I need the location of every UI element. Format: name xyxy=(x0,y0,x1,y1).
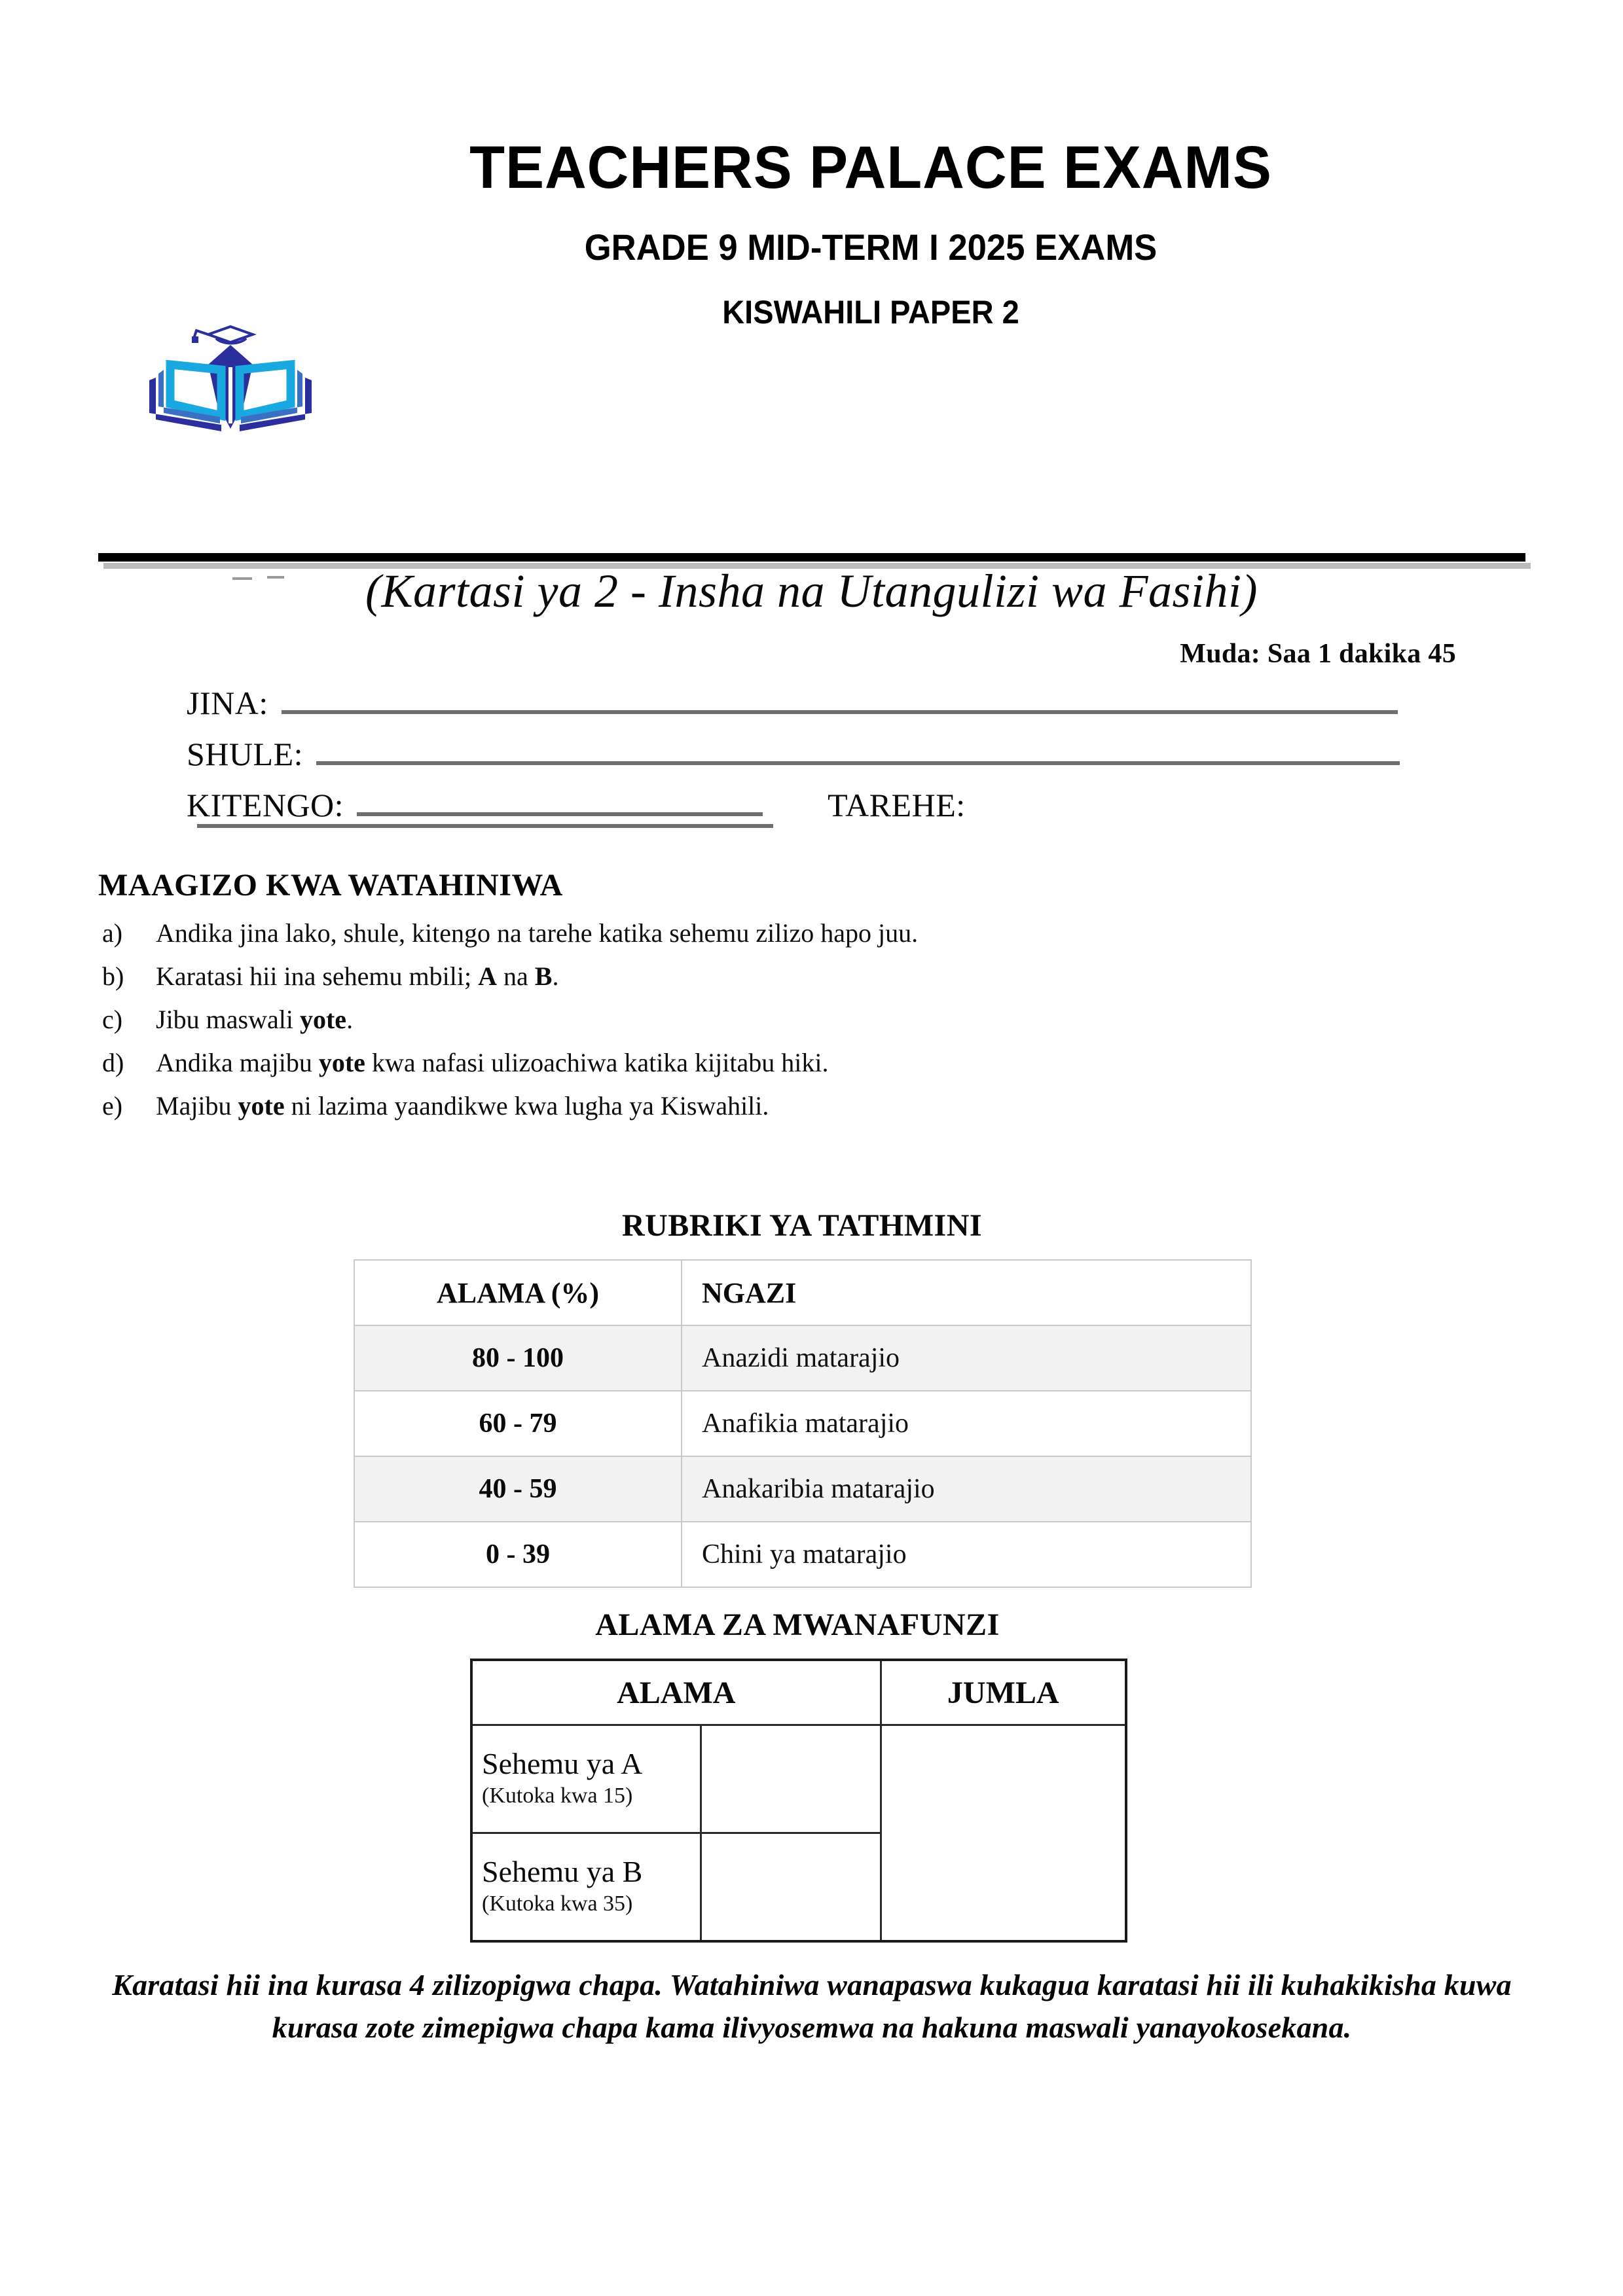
marks-header-jumla: JUMLA xyxy=(881,1660,1126,1725)
instruction-marker: a) xyxy=(102,918,123,948)
instruction-emphasis: yote xyxy=(238,1091,285,1121)
instruction-item xyxy=(98,920,1473,946)
rubric-header-marks: ALAMA (%) xyxy=(354,1260,682,1325)
paper-title-heading: KISWAHILI PAPER 2 xyxy=(722,294,1019,331)
instruction-emphasis: B xyxy=(534,961,553,991)
rubric-level-cell: Chini ya matarajio xyxy=(682,1522,1251,1587)
marks-total-cell[interactable] xyxy=(881,1725,1126,1942)
section-out-of: (Kutoka kwa 15) xyxy=(482,1784,633,1808)
instruction-text-mid: na xyxy=(497,961,535,991)
instruction-emphasis: yote xyxy=(299,1005,347,1034)
table-row xyxy=(354,1522,1251,1587)
marks-section-label-b xyxy=(471,1833,701,1942)
instruction-marker: e) xyxy=(102,1091,123,1121)
instruction-emphasis: yote xyxy=(318,1048,365,1077)
footer-verification-note: Karatasi hii ina kurasa 4 zilizopigwa chapa. Watahiniwa wanapaswa kukagua karatasi hii ili kuhakikisha kuwa kurasa zote zimepigwa chapa kama ilivyosemwa na hakuna maswali yanayokosekana. xyxy=(112,1968,1512,2045)
marks-header-alama: ALAMA xyxy=(471,1660,881,1725)
tarehe-label: TAREHE: xyxy=(828,787,966,823)
field-row-shule xyxy=(187,735,1529,786)
student-marks-table xyxy=(470,1659,1127,1943)
rubric-marks-cell: 80 - 100 xyxy=(354,1325,682,1391)
paper-subtitle: (Kartasi ya 2 - Insha na Utangulizi wa Fasihi) xyxy=(365,565,1258,617)
marks-score-cell-a[interactable] xyxy=(701,1725,881,1833)
instruction-text: Karatasi hii ina sehemu mbili; xyxy=(156,961,479,991)
student-marks-caption: ALAMA ZA MWANAFUNZI xyxy=(595,1607,1000,1642)
instructions-heading: MAAGIZO KWA WATAHINIWA xyxy=(98,868,563,903)
field-row-kitengo-tarehe xyxy=(187,786,1529,837)
tarehe-input-line[interactable] xyxy=(197,824,773,828)
table-row xyxy=(354,1325,1251,1391)
instruction-item xyxy=(98,1093,1473,1119)
exam-title: GRADE 9 MID-TERM I 2025 EXAMS xyxy=(584,226,1158,268)
jina-label: JINA: xyxy=(187,685,268,721)
rubric-header-level: NGAZI xyxy=(682,1260,1251,1325)
organization-title: TEACHERS PALACE EXAMS xyxy=(469,134,1272,201)
jina-input-line[interactable] xyxy=(282,710,1398,714)
table-row xyxy=(471,1725,1126,1833)
student-marks-section xyxy=(470,1607,1125,1943)
rubric-caption: RUBRIKI YA TATHMINI xyxy=(621,1208,983,1243)
instruction-marker: b) xyxy=(102,961,124,991)
rubric-marks-cell: 60 - 79 xyxy=(354,1391,682,1456)
rubric-marks-cell: 40 - 59 xyxy=(354,1456,682,1522)
table-row xyxy=(354,1456,1251,1522)
section-out-of: (Kutoka kwa 35) xyxy=(482,1892,633,1916)
marks-score-cell-b[interactable] xyxy=(701,1833,881,1942)
instruction-text-post: . xyxy=(346,1005,354,1034)
header-title-block xyxy=(308,134,1434,331)
rubric-level-cell: Anakaribia matarajio xyxy=(682,1456,1251,1522)
candidate-details-form xyxy=(187,684,1529,837)
instruction-emphasis: A xyxy=(478,961,497,991)
instruction-text: Jibu maswali xyxy=(156,1005,300,1034)
table-header-row xyxy=(471,1660,1126,1725)
instruction-text: Majibu xyxy=(156,1091,238,1121)
instruction-text-post: ni lazima yaandikwe kwa lugha ya Kiswahili. xyxy=(284,1091,769,1121)
instruction-item xyxy=(98,1007,1473,1033)
instruction-item xyxy=(98,1050,1473,1076)
rubric-level-cell: Anazidi matarajio xyxy=(682,1325,1251,1391)
instruction-marker: c) xyxy=(102,1005,123,1034)
kitengo-input-line[interactable] xyxy=(357,812,763,816)
page-header xyxy=(0,134,1623,412)
instruction-text-post: . xyxy=(552,961,559,991)
table-header-row xyxy=(354,1260,1251,1325)
section-name: Sehemu ya A xyxy=(482,1747,643,1781)
shule-input-line[interactable] xyxy=(316,761,1400,765)
table-row xyxy=(354,1391,1251,1456)
kitengo-label: KITENGO: xyxy=(187,787,344,823)
section-name: Sehemu ya B xyxy=(482,1855,643,1889)
instruction-item xyxy=(98,963,1473,990)
instruction-text: Andika jina lako, shule, kitengo na tarehe katika sehemu zilizo hapo juu. xyxy=(156,918,919,948)
field-row-jina xyxy=(187,684,1529,735)
marks-section-label-a xyxy=(471,1725,701,1833)
rubric-table xyxy=(354,1259,1252,1588)
instruction-text-post: kwa nafasi ulizoachiwa katika kijitabu hiki. xyxy=(365,1048,829,1077)
rubric-marks-cell: 0 - 39 xyxy=(354,1522,682,1587)
shule-label: SHULE: xyxy=(187,736,303,772)
header-divider xyxy=(98,553,1525,562)
duration-label: Muda: Saa 1 dakika 45 xyxy=(1180,639,1456,669)
instruction-text: Andika majibu xyxy=(156,1048,319,1077)
rubric-section xyxy=(354,1208,1250,1588)
instruction-marker: d) xyxy=(102,1048,124,1077)
instructions-section xyxy=(98,867,1473,1136)
rubric-level-cell: Anafikia matarajio xyxy=(682,1391,1251,1456)
